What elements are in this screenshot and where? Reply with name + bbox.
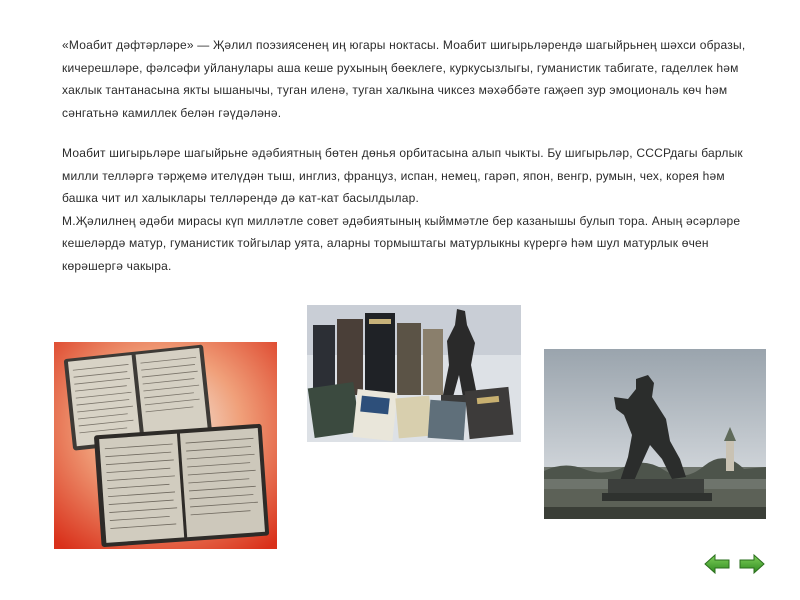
arrow-left-icon [703,553,731,575]
next-slide-button[interactable] [738,553,766,575]
previous-slide-button[interactable] [703,553,731,575]
paragraph-legacy: М.Җәлилнең әдәби мирасы күп милләтле совет әдәбиятының кыйммәтле бер казанышы булып тора. Аның әсәрләре кешеләрдә матур, гуманистик тойгылар уята, аларны тормыштагы матурлыкны күрергә һәм шул матурлык өчен көрәшергә чакыра. [62,213,741,273]
arrow-right-icon [738,553,766,575]
monument-photo [544,349,766,519]
books-and-statuette-photo [307,305,521,442]
paragraph-translations: Моабит шигырьләре шагыйрьне әдәбиятның бөтен дөнья орбитасына алып чыкты. Бу шигырьләр, СССРдагы барлык милли телләргә тәрҗемә ителүдән тыш, инглиз, француз, испан, немец, гарәп, япон, венгр, румын, чех, корея һәм башка чит ил халыклары телләрендә дә кат-кат басылдылар. [62,146,743,205]
paragraph-intro: «Моабит дәфтәрләре» — Җәлил поэзиясенең иң югары ноктасы. Моабит шигырьләрендә шагыйрьнең шәхси образы, кичерешләре, фәлсәфи уйланулары аша кеше рухының бөеклеге, куркусызлыгы, гуманистик табигате, гаделлек һәм хаклык тантанасына якты ышанычы, туган иленә, туган халкына чиксез мәхәббәте гаҗәеп зур эмоциональ көч һәм сәнгатьнә камиллек белән гәүдәләнә. [62,38,746,120]
article-text [62,34,752,277]
moabit-notebooks-photo [54,342,277,549]
